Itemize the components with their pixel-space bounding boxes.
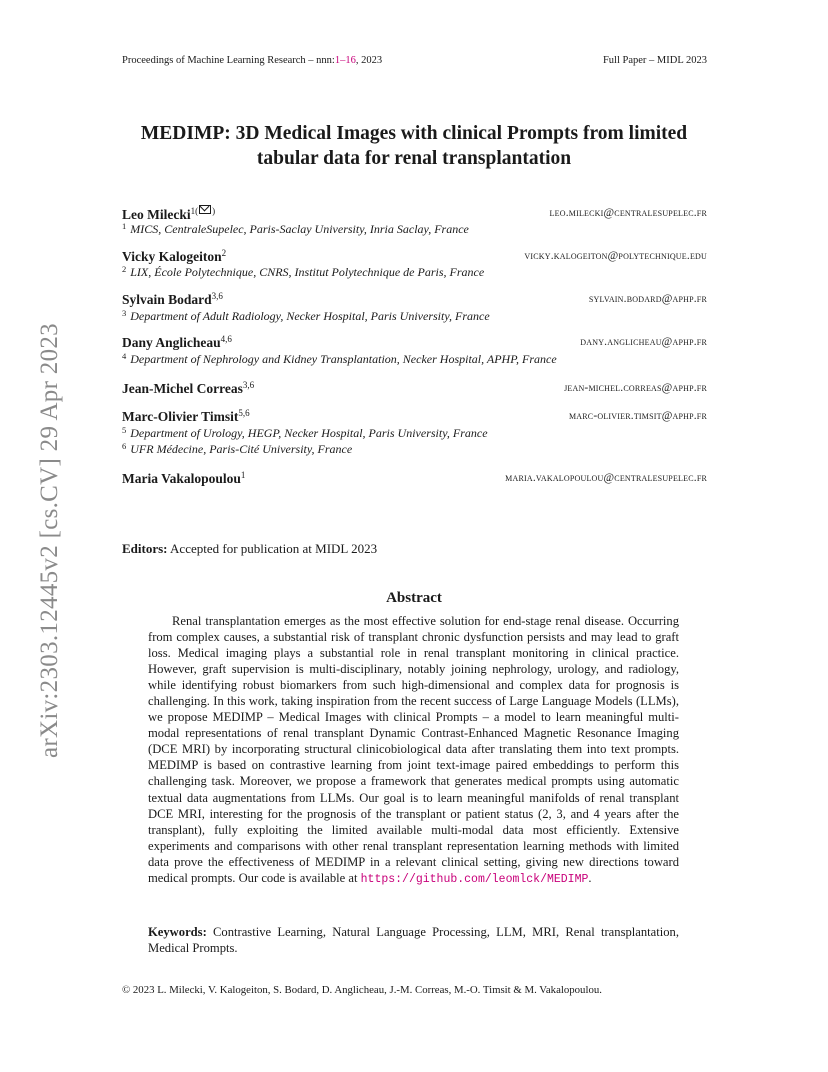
affiliation: $^1$ MICS, CentraleSupelec, Paris-Saclay University, Inria Saclay, France	[122, 221, 469, 236]
author-row	[122, 248, 707, 264]
keywords-text: Contrastive Learning, Natural Language Processing, LLM, MRI, Renal transplantation, Medical Prompts.	[148, 925, 679, 956]
envelope-icon	[199, 205, 211, 214]
affiliation: $^2$ LIX, École Polytechnique, CNRS, Institut Polytechnique de Paris, France	[122, 264, 485, 279]
abstract-heading: Abstract	[386, 590, 442, 606]
affiliation: $^3$ Department of Adult Radiology, Necker Hospital, Paris University, France	[122, 308, 490, 323]
author-email[interactable]: marc-olivier.timsit@aphp.fr	[568, 410, 707, 422]
abstract-body: Renal transplantation emerges as the most effective solution for end-stage renal disease. Occurring from complex causes, a substantial risk of transplant chronic dysfunction persists and may lead to graft loss. Medical imaging plays a substantial role in renal transplant monitoring in clinical practice. However, graft supervision is multi-disciplinary, notably joining nephrology, urology, and radiology, while identifying robust biomarkers from such high-dimensional and complex data for prognosis is challenging. In this work, taking inspiration from the recent success of Large Language Models (LLMs), we propose MEDIMP – Medical Images with clinical Prompts – a model to learn meaningful multi-modal representations of renal transplant Dynamic Contrast-Enhanced Magnetic Resonance Imaging (DCE MRI) by incorporating structural clinicobiological data after translating them into text prompts. MEDIMP is based on contrastive learning from joint text-image paired embeddings to perform this challenging task. Moreover, we propose a framework that generates medical prompts using automatic textual data augmentations from LLMs. Our goal is to learn meaningful manifolds of renal transplant DCE MRI, interesting for the prognosis of the transplant or patient status (2, 3, and 4 years after the transplant), fully exploiting the limited available multi-modal data most efficiently. Extensive experiments and comparisons with other renal transplant representation learning methods with limited data prove the effectiveness of MEDIMP in a relevant clinical setting, giving new directions toward medical prompts. Our code is available at https://github.com/leomlck/MEDIMP.	[148, 614, 679, 886]
author-email[interactable]: vicky.kalogeiton@polytechnique.edu	[524, 250, 707, 262]
copyright-line: © 2023 L. Milecki, V. Kalogeiton, S. Bodard, D. Anglicheau, J.-M. Correas, M.-O. Timsit & M. Vakalopoulou.	[122, 984, 602, 996]
author-row	[122, 470, 707, 486]
running-header-right: Full Paper – MIDL 2023	[602, 55, 707, 66]
author-email[interactable]: dany.anglicheau@aphp.fr	[580, 336, 707, 348]
proceedings-year: , 2023	[355, 55, 383, 66]
editors-note	[122, 541, 377, 557]
author-email[interactable]: maria.vakalopoulou@centralesupelec.fr	[505, 472, 707, 484]
running-header-left	[122, 55, 382, 66]
page-range-link[interactable]: 1–16	[334, 55, 356, 66]
arxiv-stamp: arXiv:2303.12445v2 [cs.CV] 29 Apr 2023	[36, 323, 63, 758]
author-email[interactable]: jean-michel.correas@aphp.fr	[564, 382, 707, 394]
author-name: Maria Vakalopoulou$^1$	[122, 470, 246, 486]
author-name: Dany Anglicheau$^{4,6}$	[122, 334, 232, 350]
proceedings-label: Proceedings of Machine Learning Research – nnn:	[122, 55, 335, 66]
author-email[interactable]: leo.milecki@centralesupelec.fr	[549, 207, 707, 219]
author-row	[122, 334, 707, 350]
author-email[interactable]: sylvain.bodard@aphp.fr	[588, 293, 707, 305]
author-name: Marc-Olivier Timsit$^{5,6}$	[122, 408, 250, 424]
author-row	[122, 380, 707, 396]
author-name: Leo Milecki$^{1( )}$	[122, 206, 216, 222]
author-row	[122, 291, 707, 307]
keywords-label: Keywords:	[148, 925, 207, 939]
paper-title: MEDIMP: 3D Medical Images with clinical Prompts from limited tabular data for renal transplantation	[140, 123, 688, 170]
code-link[interactable]: https://github.com/leomlck/MEDIMP	[360, 872, 589, 886]
author-name: Jean-Michel Correas$^{3,6}$	[122, 380, 255, 396]
affiliation: $^5$ Department of Urology, HEGP, Necker Hospital, Paris University, France	[122, 425, 488, 440]
author-name: Vicky Kalogeiton$^2$	[122, 248, 227, 264]
editors-text: Accepted for publication at MIDL 2023	[170, 541, 378, 556]
author-row	[122, 205, 707, 221]
editors-label: Editors:	[122, 541, 168, 556]
keywords	[148, 924, 679, 956]
author-row	[122, 408, 707, 424]
affiliation: $^6$ UFR Médecine, Paris-Cité University, France	[122, 441, 353, 456]
author-name: Sylvain Bodard$^{3,6}$	[122, 291, 223, 307]
affiliation: $^4$ Department of Nephrology and Kidney Transplantation, Necker Hospital, APHP, France	[122, 351, 557, 366]
